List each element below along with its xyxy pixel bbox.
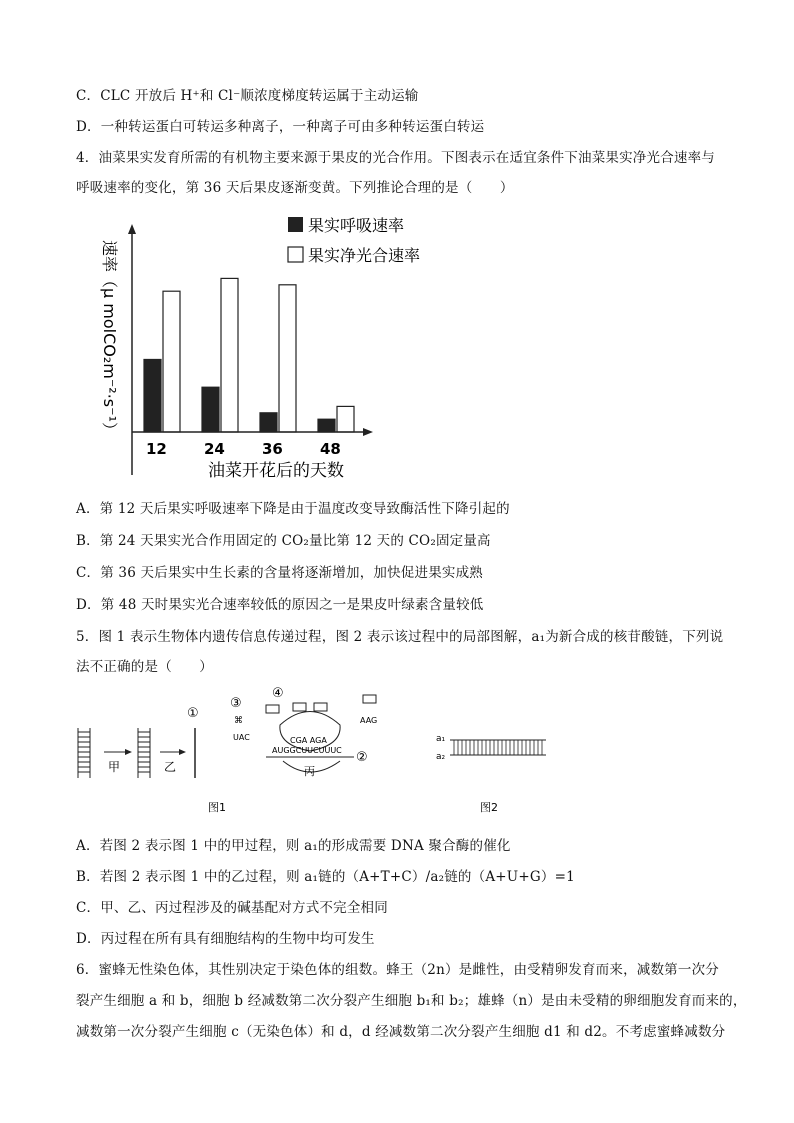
label-jia: 甲 [108, 760, 121, 774]
peptide-box-3 [314, 703, 327, 711]
legend-photo-swatch [288, 247, 303, 262]
mrna-seq: AUGGCUUCUUUC [272, 746, 342, 755]
q5-option-a: A．若图 2 表示图 1 中的甲过程，则 a₁的形成需要 DNA 聚合酶的催化 [76, 838, 511, 854]
q4-option-d: D．第 48 天时果实光合速率较低的原因之一是果皮叶绿素含量较低 [76, 597, 484, 613]
label-yi: 乙 [164, 760, 177, 774]
bar-photo-12 [163, 291, 180, 432]
dna-ladder [78, 728, 90, 778]
peptide-box-1 [266, 705, 279, 713]
x-axis-label: 油菜开花后的天数 [208, 461, 344, 481]
anticodon-1: UAC [233, 733, 250, 742]
dna-ladder-2 [138, 728, 150, 778]
bar-resp-48 [318, 419, 335, 432]
q4-bar-chart [96, 210, 456, 490]
label-a2: a₂ [436, 752, 446, 762]
bar-resp-36 [260, 413, 277, 432]
q3-option-c: C．CLC 开放后 H⁺和 Cl⁻顺浓度梯度转运属于主动运输 [76, 88, 419, 104]
q5-stem-1: 5．图 1 表示生物体内遗传信息传递过程，图 2 表示该过程中的局部图解，a₁为新合成的核苷酸链，下列说 [76, 629, 724, 645]
y-axis-label-text: 速率（μ molCO₂m⁻²·s⁻¹） [100, 240, 119, 438]
legend-resp-label: 果实呼吸速率 [308, 216, 405, 235]
x-tick-36: 36 [262, 440, 283, 458]
q4-stem-2: 呼吸速率的变化，第 36 天后果皮逐渐变黄。下列推论合理的是（ ） [76, 180, 514, 196]
peptide-box-2 [293, 703, 306, 711]
x-axis-arrow [363, 428, 373, 436]
q5-figures [70, 683, 550, 813]
q4-option-c: C．第 36 天后果实中生长素的含量将逐渐增加，加快促进果实成熟 [76, 565, 483, 581]
trna-1: ⌘ [234, 716, 243, 726]
q5-stem-2: 法不正确的是（ ） [76, 659, 213, 675]
fig1-caption: 图1 [208, 801, 226, 813]
q5-option-b: B．若图 2 表示图 1 中的乙过程，则 a₁链的（A+T+C）/a₂链的（A+U+G）=1 [76, 869, 575, 885]
q6-stem-3: 减数第一次分裂产生细胞 c（无染色体）和 d，d 经减数第二次分裂产生细胞 d1 和 d2。不考虑蜜蜂减数分 [76, 1024, 726, 1040]
num-4: ④ [272, 686, 284, 701]
q4-stem-1: 4．油菜果实发育所需的有机物主要来源于果皮的光合作用。下图表示在适宜条件下油菜果实净光合速率与 [76, 150, 715, 166]
num-1: ① [187, 706, 199, 721]
trna-box-3 [363, 695, 376, 703]
x-tick-24: 24 [204, 440, 225, 458]
y-axis-arrow [128, 224, 136, 234]
q3-option-d: D．一种转运蛋白可转运多种离子，一种离子可由多种转运蛋白转运 [76, 119, 485, 135]
x-tick-12: 12 [146, 440, 167, 458]
label-bing: 丙 [304, 765, 315, 778]
q6-stem-1: 6．蜜蜂无性染色体，其性别决定于染色体的组数。蜂王（2n）是雌性，由受精卵发育而来，减数第一次分 [76, 962, 719, 978]
bar-photo-48 [337, 406, 354, 432]
num-2: ② [356, 750, 368, 765]
anticodon-2: CGA AGA [290, 736, 327, 745]
bar-resp-12 [144, 359, 161, 432]
label-a1: a₁ [436, 734, 446, 744]
q4-option-a: A．第 12 天后果实呼吸速率下降是由于温度改变导致酶活性下降引起的 [76, 501, 510, 517]
num-3: ③ [230, 696, 242, 711]
q5-option-d: D．丙过程在所有具有细胞结构的生物中均可发生 [76, 931, 375, 947]
q6-stem-2: 裂产生细胞 a 和 b，细胞 b 经减数第二次分裂产生细胞 b₁和 b₂；雄蜂（n）是由未受精的卵细胞发育而来的， [76, 993, 747, 1009]
q4-option-b: B．第 24 天果实光合作用固定的 CO₂量比第 12 天的 CO₂固定量高 [76, 533, 491, 549]
fig2-caption: 图2 [480, 801, 498, 813]
bar-photo-36 [279, 285, 296, 432]
y-axis-label [100, 240, 119, 438]
x-tick-48: 48 [320, 440, 341, 458]
anticodon-3: AAG [360, 716, 378, 725]
legend-photo-label: 果实净光合速率 [308, 246, 421, 265]
q5-option-c: C．甲、乙、丙过程涉及的碱基配对方式不完全相同 [76, 900, 388, 916]
legend-resp-swatch [288, 217, 303, 232]
bar-photo-24 [221, 278, 238, 432]
bar-resp-24 [202, 387, 219, 432]
